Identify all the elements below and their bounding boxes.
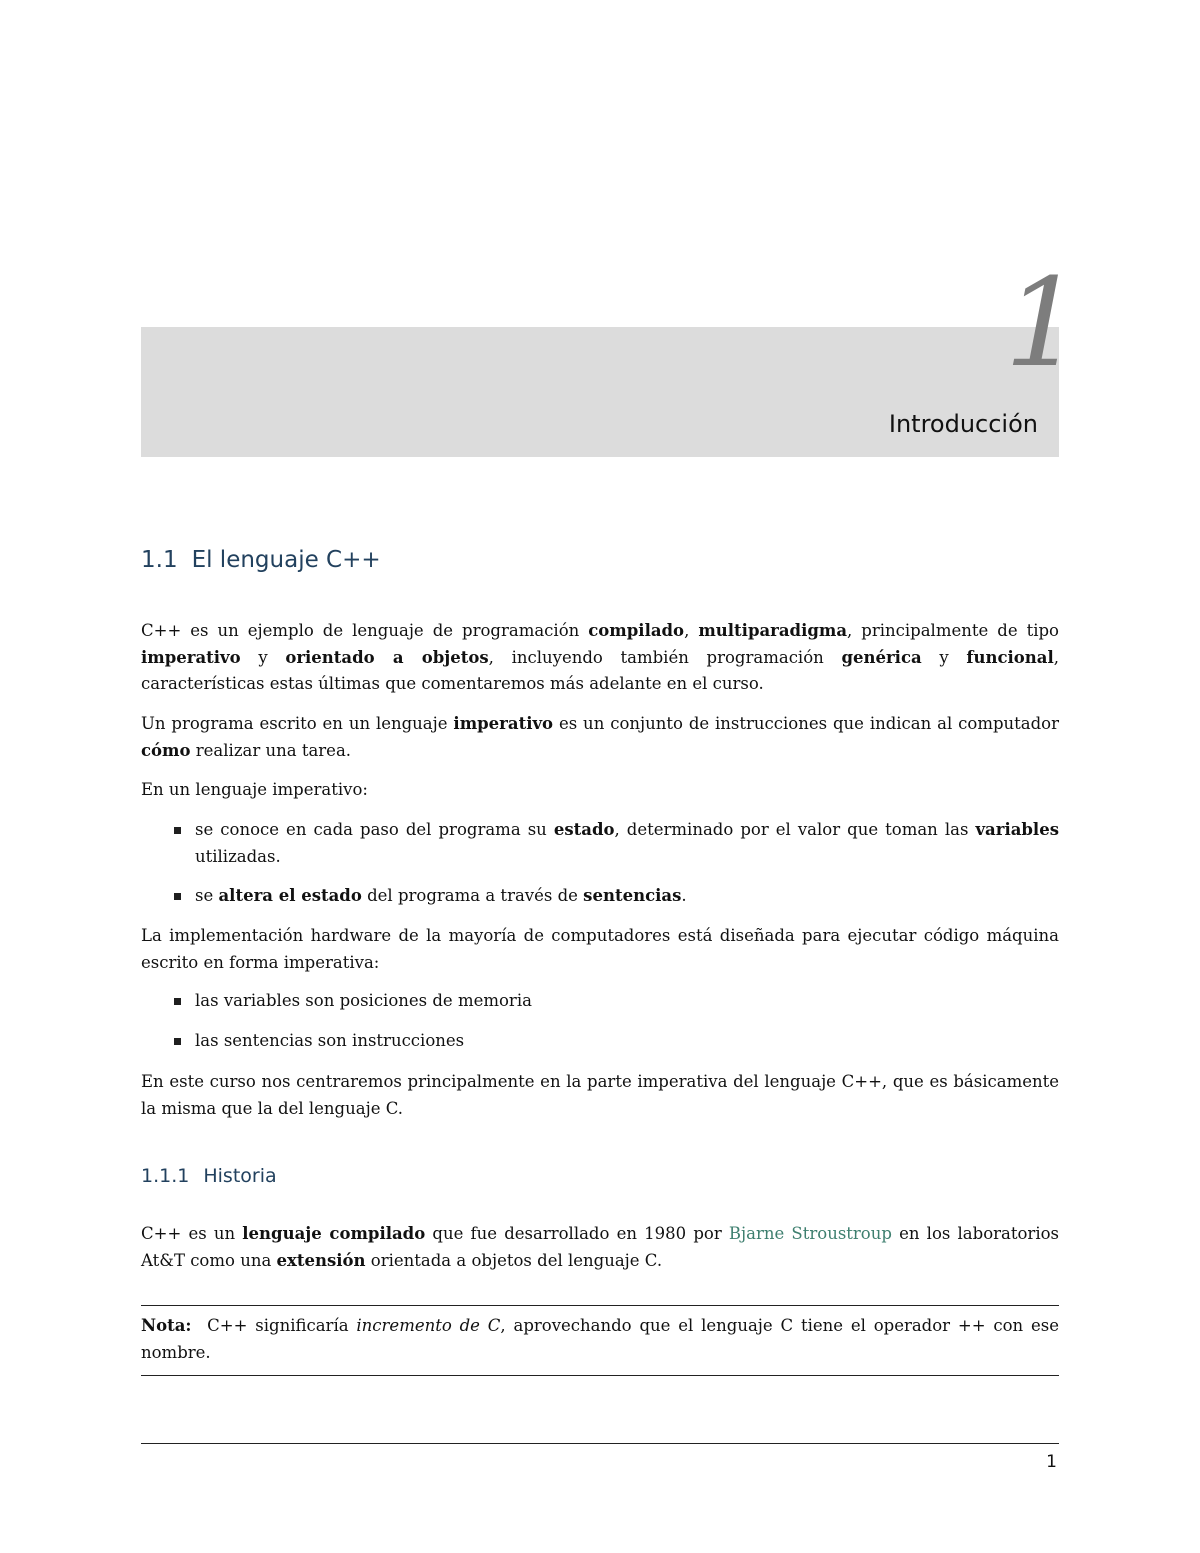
subsection-heading	[141, 1165, 277, 1187]
text-run: realizar una tarea.	[190, 740, 352, 760]
paragraph-list-intro: En un lenguaje imperativo:	[141, 780, 368, 799]
text-run: ,	[684, 621, 699, 640]
bold-term: imperativo	[141, 647, 241, 667]
paragraph-history	[141, 1221, 1059, 1274]
text-run: del programa a través de	[361, 886, 584, 905]
stroustrup-link[interactable]: Bjarne Stroustroup	[728, 1224, 892, 1243]
text-run	[192, 1316, 208, 1335]
section-number: 1.1	[141, 547, 178, 573]
section-heading	[141, 547, 381, 573]
chapter-number: 1	[1004, 252, 1082, 394]
text-run: , aprovechando que el lenguaje C tiene el operador ++ con ese nombre.	[141, 1316, 1059, 1362]
note-box	[141, 1313, 1059, 1366]
bold-term: extensión	[276, 1250, 366, 1270]
note-top-rule	[141, 1305, 1059, 1306]
text-run: C++ significaría	[207, 1316, 357, 1335]
page-number: 1	[1046, 1452, 1057, 1472]
paragraph-course-focus: En este curso nos centraremos principalmente en la parte imperativa del lenguaje C++, que es básicamente la misma que la del lenguaje C.	[141, 1072, 1059, 1118]
bold-term: orientado a objetos	[285, 647, 489, 667]
list-item	[195, 817, 1059, 870]
text-run: se conoce en cada paso del programa su	[195, 820, 554, 839]
bold-term: cómo	[141, 740, 191, 760]
text-run: C++ es un	[141, 1224, 243, 1243]
section-title: El lenguaje C++	[191, 547, 381, 573]
text-run: Un programa escrito en un lenguaje	[141, 714, 454, 733]
text-run: .	[681, 886, 687, 905]
text-run: en los laboratorios At&T como una	[141, 1224, 1059, 1270]
text-run: es un conjunto de instrucciones que indican al computador	[553, 714, 1060, 733]
list-item: las variables son posiciones de memoria	[195, 991, 532, 1010]
text-run: orientada a objetos del lenguaje C.	[365, 1250, 663, 1270]
bold-term: imperativo	[453, 714, 554, 733]
text-run: C++ es un ejemplo de lenguaje de programación	[141, 621, 589, 640]
subsection-number: 1.1.1	[141, 1165, 190, 1187]
list-item: las sentencias son instrucciones	[195, 1031, 465, 1050]
bold-term: multiparadigma	[698, 621, 848, 640]
bold-term: genérica	[841, 647, 922, 667]
subsection-title: Historia	[203, 1165, 277, 1187]
bold-term: altera el estado	[218, 886, 362, 905]
italic-term: incremento de C	[356, 1316, 501, 1335]
bullet-icon	[174, 998, 181, 1005]
footer-rule	[141, 1443, 1059, 1444]
paragraph-imperative	[141, 711, 1059, 764]
text-run: , determinado por el valor que toman las	[614, 820, 976, 839]
list-item	[195, 883, 1059, 910]
chapter-title: Introducción	[888, 410, 1038, 438]
bullet-icon	[174, 893, 181, 900]
text-run: , incluyendo también programación	[488, 647, 842, 667]
text-run: , características estas últimas que comentaremos más adelante en el curso.	[141, 647, 1059, 693]
bold-term: estado	[553, 820, 615, 839]
bullet-icon	[174, 827, 181, 834]
paragraph-intro	[141, 618, 1059, 698]
text-run: , principalmente de tipo	[847, 621, 1059, 640]
text-run: utilizadas.	[195, 846, 281, 866]
bold-term: variables	[975, 820, 1059, 839]
text-run: y	[240, 647, 286, 667]
note-bottom-rule	[141, 1375, 1059, 1376]
paragraph-hardware: La implementación hardware de la mayoría de computadores está diseñada para ejecutar código máquina escrito en forma imperativa:	[141, 926, 1059, 972]
text-run: que fue desarrollado en 1980 por	[425, 1224, 729, 1243]
bold-term: lenguaje compilado	[242, 1224, 426, 1243]
bold-term: compilado	[588, 621, 685, 640]
text-run: se	[195, 886, 219, 905]
bullet-icon	[174, 1038, 181, 1045]
note-label: Nota:	[141, 1316, 192, 1335]
bold-term: sentencias	[583, 886, 682, 905]
text-run: y	[921, 647, 967, 667]
bold-term: funcional	[966, 647, 1054, 667]
